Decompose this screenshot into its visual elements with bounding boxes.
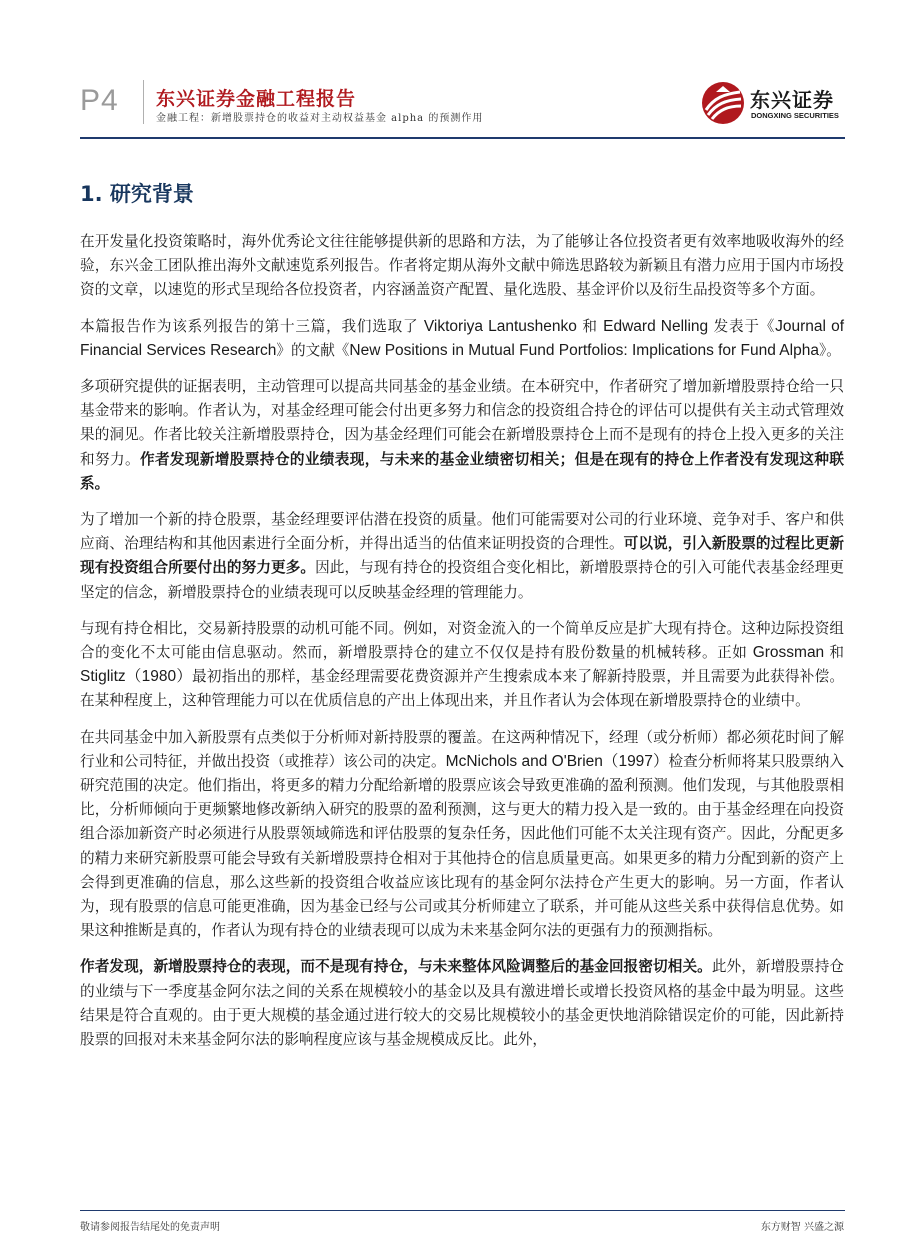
paragraph-text: 为了增加一个新的持仓股票，基金经理要评估潜在投资的质量。他们可能需要对公司的行业环境、竞争对手、客户和供应商、治理结构和其他因素进行全面分析，并得出适当的估值来证明投资的合理性。 xyxy=(80,511,844,553)
footer-rule xyxy=(80,1210,845,1211)
citation: Grossman xyxy=(752,644,825,662)
key-finding: 作者发现，新增股票持仓的表现，而不是现有持仓，与未来整体风险调整后的基金回报密切相关。 xyxy=(80,958,712,976)
key-finding: 作者发现新增股票持仓的业绩表现，与未来的基金业绩密切相关；但是在现有的持仓上作者没有发现这种联系。 xyxy=(80,450,844,492)
paragraph-text: 》。 xyxy=(818,341,841,359)
section-heading: 1. 研究背景 xyxy=(80,182,194,206)
paragraph-text: 此外，新增股票持仓的业绩与下一季度基金阿尔法之间的关系在规模较小的基金以及具有激进增长或增长投资风格的基金中最为明显。这些结果是符合直观的。由于更大规模的基金通过进行较大的交易比规模较小的基金更快地消除错误定价的可能，因此新持股票的回报对未来基金阿尔法的影响程度应该与基金规模成反比。此外， xyxy=(80,958,844,1049)
paper-title: New Positions in Mutual Fund Portfolios: Implications for Fund Alpha xyxy=(349,341,819,359)
page-number: P4 xyxy=(80,84,119,117)
citation: Stiglitz（1980） xyxy=(80,668,193,686)
logo-chinese-name: 东兴证券 xyxy=(750,88,834,112)
header-divider xyxy=(143,80,144,124)
paragraph-new-positions xyxy=(80,508,844,605)
paragraph-text: 与现有持仓相比，交易新持股票的动机可能不同。例如，对资金流入的一个简单反应是扩大现有持仓。这种边际投资组合的变化不太可能由信息驱动。然而，新增股票持仓的建立不仅仅是持有股份数量的机械转移。正如 xyxy=(80,619,844,662)
key-finding: 可以说，引入新股票的过程比更新现有投资组合所要付出的努力更多。 xyxy=(80,535,844,577)
paragraph-text: 本篇报告作为该系列报告的第十三篇，我们选取了 xyxy=(80,317,424,335)
paragraph-paper-source xyxy=(80,315,844,363)
paragraph-text: 发表于《 xyxy=(708,317,776,335)
page-header xyxy=(0,0,920,140)
paragraph-intro-text: 在开发量化投资策略时，海外优秀论文往往能够提供新的思路和方法，为了能够让各位投资者更有效率地吸收海外的经验，东兴金工团队推出海外文献速览系列报告。作者将定期从海外文献中筛选思路较为新颖且有潜力应用于国内市场投资的文章，以速览的形式呈现给各位投资者，内容涵盖资产配置、量化选股、基金评价以及衍生品投资等多个方面。 xyxy=(80,233,844,299)
citation: McNichols and O'Brien（1997） xyxy=(445,752,669,770)
paragraph-intro xyxy=(80,230,844,303)
paragraph-analyst-coverage xyxy=(80,726,844,944)
header-rule xyxy=(80,137,845,139)
paragraph-motivation xyxy=(80,617,844,714)
author-name: Viktoriya Lantushenko xyxy=(423,317,577,335)
paragraph-evidence xyxy=(80,375,844,496)
report-subtitle: 金融工程：新增股票持仓的收益对主动权益基金 alpha 的预测作用 xyxy=(156,113,484,124)
paragraph-text: 最初指出的那样，基金经理需要花费资源并产生搜索成本来了解新持股票，并且需要为此获得补偿。在某种程度上，这种管理能力可以在优质信息的产出上体现出来，并且作者认为会体现在新增股票持仓的业绩中。 xyxy=(80,668,844,710)
dongxing-logo xyxy=(700,80,845,128)
logo-english-name: DONGXING SECURITIES xyxy=(751,111,839,120)
body-content xyxy=(80,230,844,1064)
paragraph-text: 因此，与现有持仓的投资组合变化相比，新增股票持仓的引入可能代表基金经理更坚定的信念，新增股票持仓的业绩表现可以反映基金经理的管理能力。 xyxy=(80,559,844,601)
company-slogan: 东方财智 兴盛之源 xyxy=(760,1222,844,1233)
paragraph-text: 检查分析师将某只股票纳入研究范围的决定。他们指出，将更多的精力分配给新增的股票应该会导致更准确的盈利预测。他们发现，与其他股票相比，分析师倾向于更频繁地修改新纳入研究的股票的盈利预测，这与更大的精力投入是一致的。由于基金经理在向投资组合添加新资产时必须进行从股票领域筛选和评估股票的复杂任务，因此他们可能不太关注现有资产。因此，分配更多的精力来研究新股票可能会导致有关新增股票持仓相对于其他持仓的信息质量更高。如果更多的精力分配到新的资产上会得到更准确的信息，那么这些新的投资组合收益应该比现有的基金阿尔法持仓产生更大的影响。另一方面，作者认为，现有股票的信息可能更准确，因为基金已经与公司或其分析师建立了联系，并可能从这些关系中获得信息优势。如果这种推断是真的，作者认为现有持仓的业绩表现可以成为未来基金阿尔法的更强有力的预测指标。 xyxy=(80,752,844,940)
disclaimer-note: 敬请参阅报告结尾处的免责声明 xyxy=(80,1222,220,1233)
report-title: 东兴证券金融工程报告 xyxy=(156,88,357,110)
paragraph-text: 在共同基金中加入新股票有点类似于分析师对新持股票的覆盖。在这两种情况下，经理（或分析师）都必须花时间了解行业和公司特征，并做出投资（或推荐）该公司的决定。 xyxy=(80,728,844,770)
dongxing-logo-icon xyxy=(700,80,746,126)
paragraph-text: 和 xyxy=(576,317,604,335)
paragraph-findings xyxy=(80,955,844,1052)
paragraph-text: 和 xyxy=(824,644,844,662)
paragraph-text: 》的文献《 xyxy=(276,341,350,359)
paragraph-text: 多项研究提供的证据表明，主动管理可以提高共同基金的基金业绩。在本研究中，作者研究了增加新增股票持仓给一只基金带来的影响。作者认为，对基金经理可能会付出更多努力和信念的投资组合持仓的评估可以提供有关主动式管理效果的洞见。作者比较关注新增股票持仓，因为基金经理们可能会在新增股票持仓上而不是现有的持仓上投入更多的关注和努力。 xyxy=(80,378,844,468)
journal-name: Journal of Financial Services Research xyxy=(80,317,845,359)
author-name: Edward Nelling xyxy=(603,317,709,335)
